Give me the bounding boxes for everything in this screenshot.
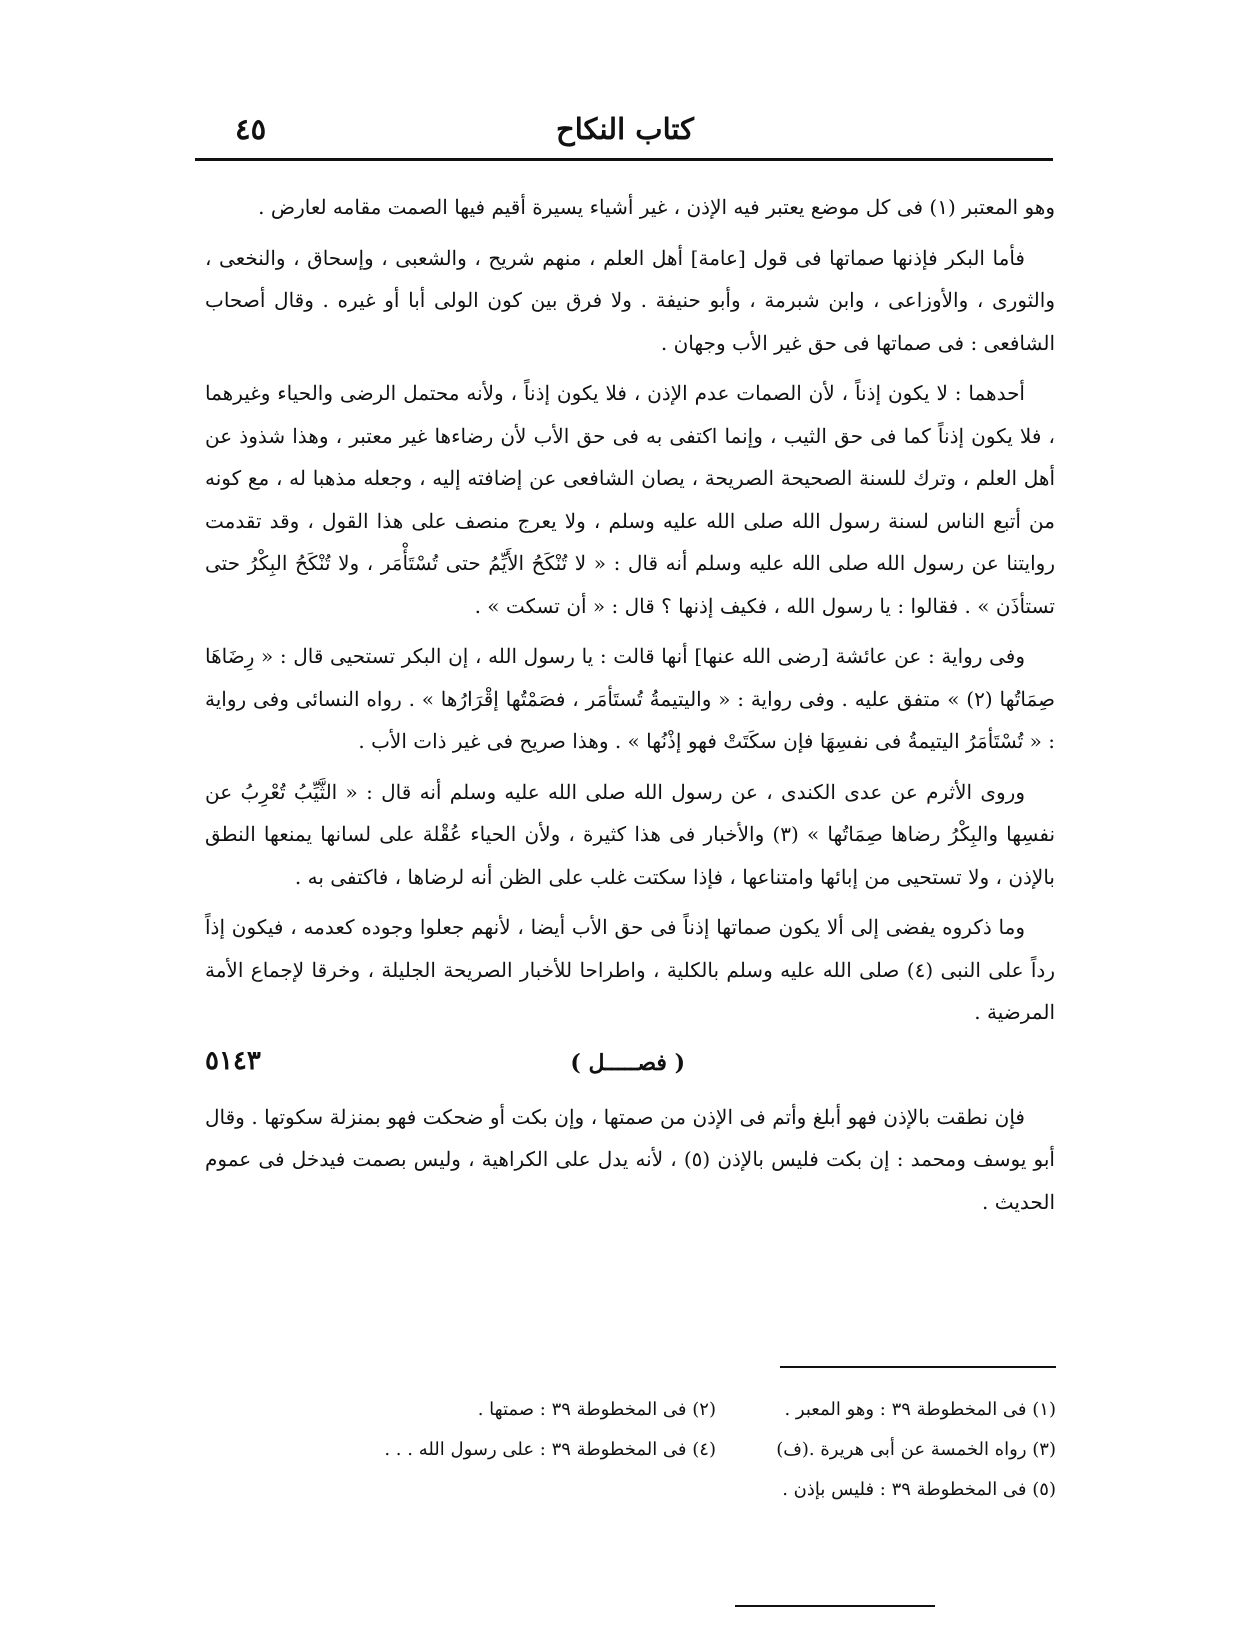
running-title: كتاب النكاح (555, 112, 694, 146)
footnote-row (330, 1390, 1056, 1430)
paragraph-3: أحدهما : لا يكون إذناً ، لأن الصمات عدم الإذن ، فلا يكون إذناً ، ولأنه محتمل الرضى والحياء وغيرهما ، فلا يكون إذناً كما فى حق الثيب ، وإنما اكتفى به فى حق الأب لأن رضاءها غير معتبر ، وهذا شذوذ عن أهل العلم ، وترك للسنة الصحيحة الصريحة ، يصان الشافعى عن إضافته إليه ، وجعله مذهبا له ، مع كونه من أتبع الناس لسنة رسول الله صلى الله عليه وسلم ، ولا يعرج منصف على هذا القول ، وقد تقدمت روايتنا عن رسول الله صلى الله عليه وسلم أنه قال : « لا تُنْكَحُ الأَيِّمُ حتى تُسْتَأْمَر ، ولا تُنْكَحُ البِكْرُ حتى تستأذَن » . فقالوا : يا رسول الله ، فكيف إذنها ؟ قال : « أن تسكت » . (205, 381, 1055, 618)
paragraph-6: وما ذكروه يفضى إلى ألا يكون صماتها إذناً فى حق الأب أيضا ، لأنهم جعلوا وجوده كعدمه ، فيكون إذاً رداً على النبى (٤) صلى الله عليه وسلم بالكلية ، واطراحا للأخبار الصريحة الجليلة ، وخرقا لإجماع الأمة المرضية . (205, 915, 1055, 1024)
footnote-3: (٣) رواه الخمسة عن أبى هريرة .(ف) (776, 1439, 1056, 1460)
bottom-rule (735, 1605, 935, 1607)
paragraph-4: وفى رواية : عن عائشة [رضى الله عنها] أنها قالت : يا رسول الله ، إن البكر تستحيى قال : « رِضَاهَا صِمَاتُها (٢) » متفق عليه . وفى رواية : « واليتيمةُ تُستَأمَر ، فصَمْتُها إقْرَارُها » . رواه النسائى وفى رواية : « تُسْتَأمَرُ اليتيمةُ فى نفسِهَا فإن سكَتَتْ فهو إذْنُها » . وهذا صريح فى غير ذات الأب . (205, 644, 1055, 753)
footnote-rule (780, 1366, 1056, 1368)
paragraph-5: وروى الأثرم عن عدى الكندى ، عن رسول الله صلى الله عليه وسلم أنه قال : « الثَّيِّبُ تُعْرِبُ عن نفسِها والبِكْرُ رضاها صِمَاتُها » (٣) والأخبار فى هذا كثيرة ، ولأن الحياء عُقْلة على لسانها يمنعها النطق بالإذن ، ولا تستحيى من إبائها وامتناعها ، فإذا سكتت غلب على الظن أنه لرضاها ، فاكتفى به . (205, 779, 1056, 889)
paragraph-7: فإن نطقت بالإذن فهو أبلغ وأتم فى الإذن من صمتها ، وإن بكت أو ضحكت فهو بمنزلة سكوتها . وقال أبو يوسف ومحمد : إن بكت فليس بالإذن (٥) ، لأنه يدل على الكراهية ، وليس بصمت فيدخل فى عموم الحديث . (205, 1104, 1055, 1214)
page-number: ٤٥ (235, 112, 267, 146)
section-title: ( فصـــــل ) (570, 1049, 685, 1076)
header-rule (195, 158, 1053, 161)
footnote-row (330, 1430, 1056, 1470)
section-number: ٥١٤٣ (205, 1045, 261, 1076)
footnote-row (330, 1470, 1056, 1510)
footnote-5: (٥) فى المخطوطة ٣٩ : فليس بإذن . (782, 1479, 1056, 1500)
main-text (205, 186, 1055, 1231)
paragraph-1: وهو المعتبر (١) فى كل موضع يعتبر فيه الإذن ، غير أشياء يسيرة أقيم فيها الصمت مقامه لعارض . (258, 195, 1055, 219)
footnote-1: (١) فى المخطوطة ٣٩ : وهو المعبر . (784, 1399, 1056, 1420)
footnote-4: (٤) فى المخطوطة ٣٩ : على رسول الله . . . (384, 1439, 716, 1460)
page-header (195, 108, 1055, 152)
section-heading (205, 1042, 1055, 1086)
paragraph-2: فأما البكر فإذنها صماتها فى قول [عامة] أهل العلم ، منهم شريح ، والشعبى ، وإسحاق ، والنخعى ، والثورى ، والأوزاعى ، وابن شبرمة ، وأبو حنيفة . ولا فرق بين كون الولى أبا أو غيره . وقال أصحاب الشافعى : فى صماتها فى حق غير الأب وجهان . (205, 245, 1055, 355)
footnote-2: (٢) فى المخطوطة ٣٩ : صمتها . (477, 1399, 716, 1420)
footnotes (330, 1390, 1056, 1510)
